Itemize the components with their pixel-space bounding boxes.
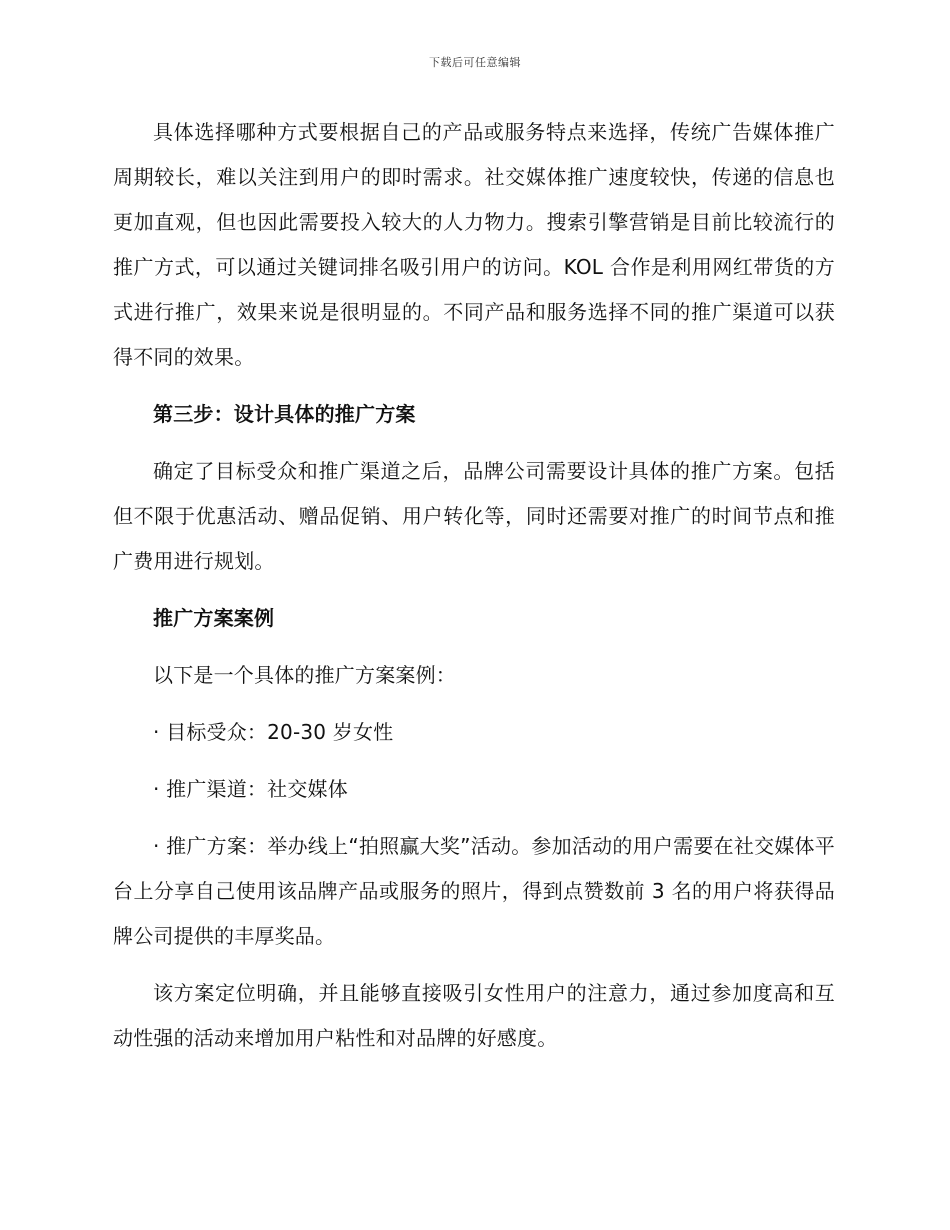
section-heading-case: 推广方案案例	[153, 606, 275, 630]
document-body	[113, 110, 835, 1073]
paragraph-channel-selection: 具体选择哪种方式要根据自己的产品或服务特点来选择，传统广告媒体推广周期较长，难以关注到用户的即时需求。社交媒体推广速度较快，传递的信息也更加直观，但也因此需要投入较大的人力物力。搜索引擎营销是目前比较流行的推广方式，可以通过关键词排名吸引用户的访问。KOL 合作是利用网红带货的方式进行推广，效果来说是很明显的。不同产品和服务选择不同的推广渠道可以获得不同的效果。	[113, 120, 835, 369]
paragraph-case-intro: 以下是一个具体的推广方案案例：	[153, 663, 456, 687]
bullet-plan: · 推广方案：举办线上“拍照赢大奖”活动。参加活动的用户需要在社交媒体平台上分享自己使用该品牌产品或服务的照片，得到点赞数前 3 名的用户将获得品牌公司提供的丰厚奖品。	[113, 834, 835, 948]
section-heading-step-three: 第三步：设计具体的推广方案	[153, 402, 416, 426]
bullet-channel: · 推广渠道：社交媒体	[153, 777, 348, 801]
page-header: 下载后可任意编辑	[429, 56, 521, 69]
bullet-target-audience: · 目标受众：20-30 岁女性	[153, 720, 394, 744]
paragraph-design-plan: 确定了目标受众和推广渠道之后，品牌公司需要设计具体的推广方案。包括但不限于优惠活动、赠品促销、用户转化等，同时还需要对推广的时间节点和推广费用进行规划。	[113, 459, 835, 573]
paragraph-conclusion: 该方案定位明确，并且能够直接吸引女性用户的注意力，通过参加度高和互动性强的活动来增加用户粘性和对品牌的好感度。	[113, 981, 835, 1050]
